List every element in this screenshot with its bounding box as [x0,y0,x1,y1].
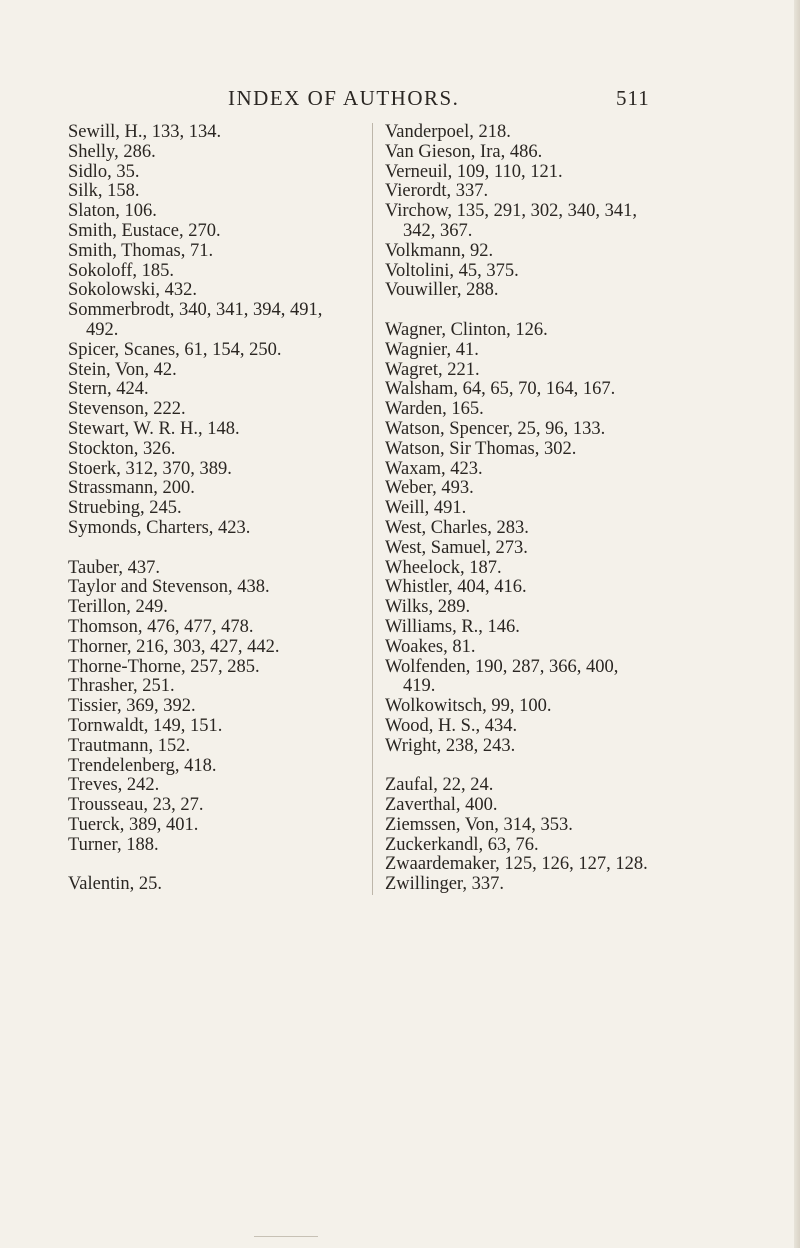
index-entry [385,578,785,598]
index-entry-text: Thrasher, 251. [68,676,175,697]
index-entry-text: Tauber, 437. [68,557,160,578]
index-entry [385,380,785,400]
index-entry [385,182,785,202]
index-entry-text: Zaufal, 22, 24. [385,775,494,796]
index-entry [68,281,368,301]
index-entry [68,222,368,242]
index-entry-text: Voltolini, 45, 375. [385,260,519,281]
index-entry [68,262,368,282]
index-entry [385,163,785,183]
index-entry [385,321,785,341]
index-entry [68,757,368,777]
index-entry [68,717,368,737]
index-entry [385,460,785,480]
index-entry [68,242,368,262]
index-entry [68,618,368,638]
page-header [0,86,800,116]
index-entry-text: Tuerck, 389, 401. [68,814,199,835]
index-entry-text: Virchow, 135, 291, 302, 340, 341, [385,201,638,222]
index-entry [385,598,785,618]
index-entry-continuation: 342, 367. [403,220,473,241]
index-entry [68,123,368,143]
index-entry-text: Volkmann, 92. [385,240,494,261]
index-entry-text: Zuckerkandl, 63, 76. [385,834,539,855]
index-entry [385,262,785,282]
index-entry-text: Symonds, Charters, 423. [68,517,251,538]
section-gap [68,539,368,559]
index-entry-text: Smith, Eustace, 270. [68,220,221,241]
index-entry [385,519,785,539]
index-entry [68,559,368,579]
index-entry-text: Watson, Spencer, 25, 96, 133. [385,418,606,439]
index-entry [68,776,368,796]
index-entry-text: Taylor and Stevenson, 438. [68,577,270,598]
bottom-rule [254,1236,318,1237]
index-entry-text: Van Gieson, Ira, 486. [385,141,543,162]
index-entry [68,697,368,717]
index-entry-text: Wagret, 221. [385,359,480,380]
index-entry [68,440,368,460]
index-entry-continuation: 492. [86,319,119,340]
index-entry [68,677,368,697]
index-entry [385,618,785,638]
index-entry [385,836,785,856]
index-entry-text: Wolfenden, 190, 287, 366, 400, [385,656,619,677]
index-entry-text: Valentin, 25. [68,874,163,895]
index-entry-text: Weber, 493. [385,478,474,499]
index-entry [385,242,785,262]
index-entry-text: Vouwiller, 288. [385,280,499,301]
index-entry [68,301,368,341]
index-entry-text: Wagnier, 41. [385,339,479,360]
index-entry-text: Shelly, 286. [68,141,156,162]
index-entry [68,836,368,856]
index-entry [68,420,368,440]
index-entry [385,816,785,836]
index-entry-text: Silk, 158. [68,181,140,202]
index-entry-text: Stoerk, 312, 370, 389. [68,458,232,479]
index-entry [385,658,785,698]
index-entry-text: Wilks, 289. [385,597,471,618]
index-entry-text: Sidlo, 35. [68,161,140,182]
index-entry [68,875,368,895]
index-entry [385,776,785,796]
index-entry-text: Walsham, 64, 65, 70, 164, 167. [385,379,616,400]
index-entry [68,598,368,618]
index-entry-text: Strassmann, 200. [68,478,195,499]
index-entry-text: Stewart, W. R. H., 148. [68,418,240,439]
index-entry-text: Struebing, 245. [68,498,182,519]
index-entry-text: Sokolowski, 432. [68,280,198,301]
index-entry [68,163,368,183]
index-entry [68,460,368,480]
index-entry [68,638,368,658]
index-entry-text: Thorner, 216, 303, 427, 442. [68,636,280,657]
left-index-column [68,123,368,895]
index-entry [385,875,785,895]
index-entry [68,796,368,816]
index-entry-text: Terillon, 249. [68,597,168,618]
index-entry [385,123,785,143]
index-entry-text: Wheelock, 187. [385,557,502,578]
index-entry-text: Stockton, 326. [68,438,176,459]
running-title: INDEX OF AUTHORS. [228,86,460,110]
index-entry [385,717,785,737]
index-entry-text: Zaverthal, 400. [385,795,498,816]
index-entry-text: Sommerbrodt, 340, 341, 394, 491, [68,300,323,321]
index-entry [68,361,368,381]
index-entry [385,361,785,381]
index-entry [385,737,785,757]
index-entry-text: Sokoloff, 185. [68,260,175,281]
index-entry-text: Spicer, Scanes, 61, 154, 250. [68,339,282,360]
index-entry-text: Warden, 165. [385,399,484,420]
index-entry [385,341,785,361]
section-gap [385,757,785,777]
index-entry-text: Vanderpoel, 218. [385,122,511,142]
index-entry [68,202,368,222]
index-entry-text: Wright, 238, 243. [385,735,516,756]
index-entry-text: Waxam, 423. [385,458,483,479]
index-entry [68,499,368,519]
index-entry-text: Thorne-Thorne, 257, 285. [68,656,260,677]
index-entry-continuation: 419. [403,676,436,697]
index-entry-text: Treves, 242. [68,775,160,796]
index-entry-text: West, Charles, 283. [385,517,529,538]
index-entry-text: Vierordt, 337. [385,181,489,202]
index-entry [68,578,368,598]
index-entry-text: Trousseau, 23, 27. [68,795,204,816]
index-entry [68,182,368,202]
section-gap [68,855,368,875]
index-entry-text: Ziemssen, Von, 314, 353. [385,814,573,835]
index-entry-text: West, Samuel, 273. [385,537,528,558]
index-entry-text: Wolkowitsch, 99, 100. [385,696,552,717]
index-entry [385,440,785,460]
index-entry [385,697,785,717]
index-entry-text: Woakes, 81. [385,636,476,657]
index-entry [68,816,368,836]
index-entry [385,479,785,499]
index-entry-text: Wood, H. S., 434. [385,715,518,736]
index-entry [68,658,368,678]
index-entry [68,400,368,420]
index-entry [385,499,785,519]
index-entry-text: Slaton, 106. [68,201,157,222]
index-entry [68,519,368,539]
index-entry [385,855,785,875]
index-entry [68,737,368,757]
index-entry-text: Stern, 424. [68,379,149,400]
index-entry-text: Williams, R., 146. [385,616,520,637]
index-entry [68,143,368,163]
index-entry-text: Turner, 188. [68,834,159,855]
index-entry-text: Stevenson, 222. [68,399,186,420]
index-entry [385,400,785,420]
index-entry [385,143,785,163]
index-entry-text: Zwaardemaker, 125, 126, 127, 128. [385,854,648,875]
index-entry [68,380,368,400]
index-entry [385,638,785,658]
index-entry-text: Sewill, H., 133, 134. [68,122,222,142]
index-entry-text: Watson, Sir Thomas, 302. [385,438,577,459]
index-entry-text: Whistler, 404, 416. [385,577,527,598]
page-number: 511 [616,86,650,110]
index-entry-text: Verneuil, 109, 110, 121. [385,161,563,182]
index-entry-text: Weill, 491. [385,498,467,519]
right-index-column [372,123,785,895]
index-entry [385,281,785,301]
index-entry [385,796,785,816]
index-entry-text: Tornwaldt, 149, 151. [68,715,223,736]
index-entry-text: Thomson, 476, 477, 478. [68,616,254,637]
index-entry-text: Tissier, 369, 392. [68,696,196,717]
index-entry-text: Zwillinger, 337. [385,874,504,895]
index-entry [68,341,368,361]
page-edge [794,0,800,1248]
index-entry-text: Stein, Von, 42. [68,359,177,380]
index-entry [385,202,785,242]
section-gap [385,301,785,321]
index-entry-text: Smith, Thomas, 71. [68,240,214,261]
index-entry [68,479,368,499]
index-entry [385,420,785,440]
index-entry [385,559,785,579]
index-entry-text: Trendelenberg, 418. [68,755,217,776]
index-entry-text: Wagner, Clinton, 126. [385,319,548,340]
index-entry [385,539,785,559]
index-entry-text: Trautmann, 152. [68,735,191,756]
